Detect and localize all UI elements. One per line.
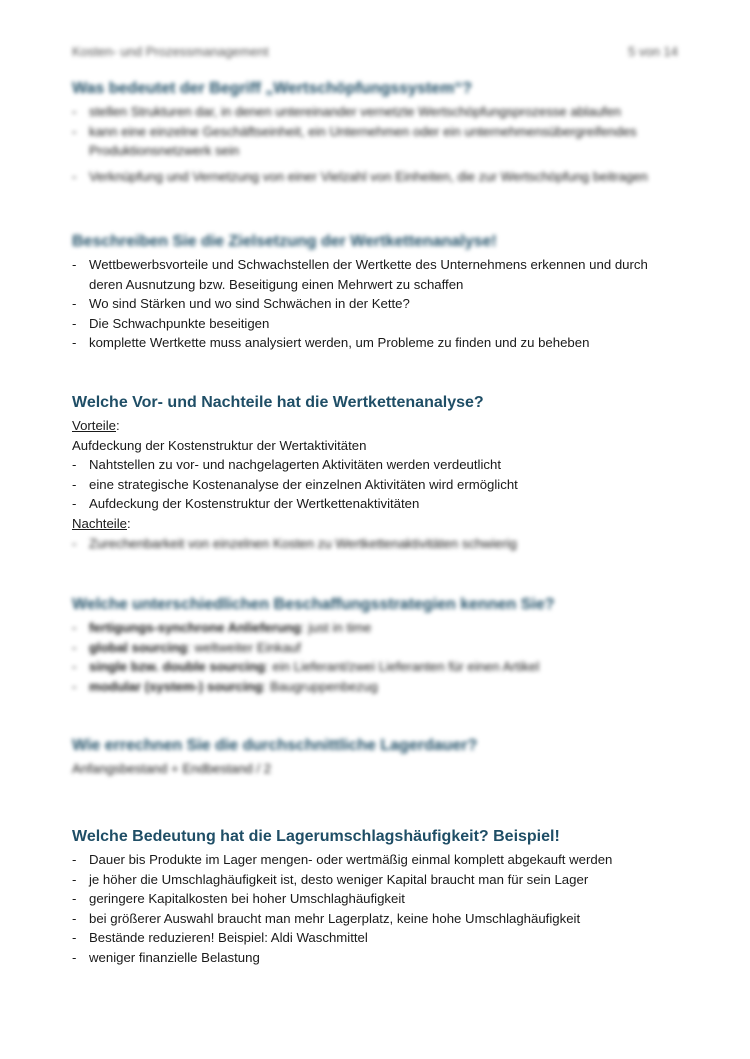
list-item: - single bzw. double sourcing: ein Lieferant/zwei Lieferanten für einen Artikel [72,657,682,677]
nachteile-label: Nachteile: [72,515,131,531]
list-item: - eine strategische Kostenanalyse der einzelnen Aktivitäten wird ermöglicht [72,475,682,495]
list-item: - je höher die Umschlaghäufigkeit ist, desto weniger Kapital braucht man für sein Lager [72,870,682,890]
vorteile-list [72,455,682,514]
header-title: Kosten- und Prozessmanagement [72,44,269,59]
nachteile-list [72,534,682,554]
list-item: - Dauer bis Produkte im Lager mengen- oder wertmäßig einmal komplett abgekauft werden [72,850,682,870]
list-item: - fertigungs-synchrone Anlieferung: just in time [72,618,682,638]
bullet-list [72,850,682,968]
list-item: - global sourcing: weltweiter Einkauf [72,638,682,658]
section-heading: Wie errechnen Sie die durchschnittliche Lagerdauer? [72,737,478,754]
bullet-list [72,102,682,186]
vorteile-intro: Aufdeckung der Kostenstruktur der Wertaktivitäten [72,437,367,453]
list-item: - Aufdeckung der Kostenstruktur der Wertkettenaktivitäten [72,494,682,514]
list-item: - komplette Wertkette muss analysiert werden, um Probleme zu finden und zu beheben [72,333,682,353]
section-lagerumschlag [72,828,682,968]
section-beschaffungsstrategien [72,596,682,696]
section-heading: Welche unterschiedlichen Beschaffungsstrategien kennen Sie? [72,596,555,613]
list-item: - Zurechenbarkeit von einzelnen Kosten zu Wertkettenaktivitäten schwierig [72,534,682,554]
vorteile-label: Vorteile: [72,418,120,433]
list-item: - stellen Strukturen dar, in denen untereinander vernetzte Wertschöpfungsprozesse ablaufen [72,102,682,122]
section-heading: Was bedeutet der Begriff „Wertschöpfungssystem“? [72,80,473,97]
list-item: - Verknüpfung und Vernetzung von einer Vielzahl von Einheiten, die zur Wertschöpfung beitragen [72,167,682,187]
section-zielsetzung [72,233,682,353]
list-item: - Wettbewerbsvorteile und Schwachstellen der Wertkette des Unternehmens erkennen und durch deren Ausnutzung bzw. Beseitigung einen Mehrwert zu schaffen [72,255,682,294]
section-heading: Welche Vor- und Nachteile hat die Wertkettenanalyse? [72,394,484,411]
list-item: - Bestände reduzieren! Beispiel: Aldi Waschmittel [72,928,682,948]
list-item: - geringere Kapitalkosten bei hoher Umschlaghäufigkeit [72,889,682,909]
section-heading: Welche Bedeutung hat die Lagerumschlagshäufigkeit? Beispiel! [72,828,560,845]
page-header [72,44,678,62]
list-item: - Nahtstellen zu vor- und nachgelagerten Aktivitäten werden verdeutlicht [72,455,682,475]
bullet-list [72,255,682,353]
list-item: - kann eine einzelne Geschäftseinheit, ein Unternehmen oder ein unternehmensübergreifendes Produktionsnetzwerk sein [72,122,682,161]
list-item: - Die Schwachpunkte beseitigen [72,314,682,334]
list-item: - Wo sind Stärken und wo sind Schwächen in der Kette? [72,294,682,314]
list-item: - weniger finanzielle Belastung [72,948,682,968]
list-item: - bei größerer Auswahl braucht man mehr Lagerplatz, keine hohe Umschlaghäufigkeit [72,909,682,929]
section-lagerdauer [72,737,682,779]
section-wertschoepfungssystem [72,80,682,186]
section-heading: Beschreiben Sie die Zielsetzung der Wertkettenanalyse! [72,233,497,250]
page-number: 5 von 14 [628,44,678,59]
bullet-list [72,618,682,696]
formula-text: Anfangsbestand + Endbestand / 2 [72,761,272,776]
list-item: - modular (system-) sourcing: Baugruppenbezug [72,677,682,697]
section-vor-nachteile [72,394,682,553]
